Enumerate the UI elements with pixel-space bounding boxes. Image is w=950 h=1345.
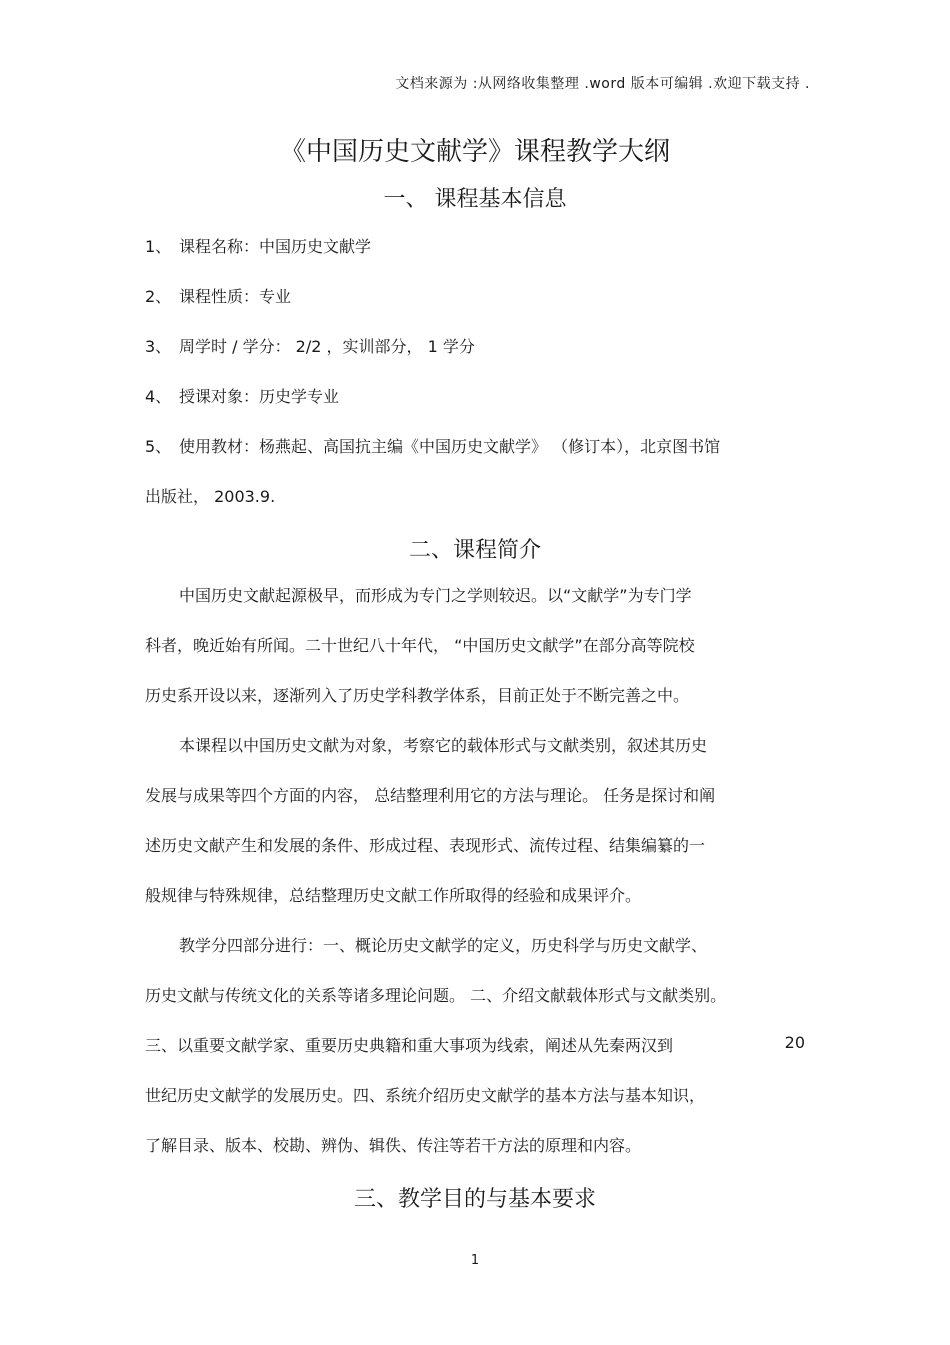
intro-paragraph-line: 科者，晚近始有所闻。二十世纪八十年代， “中国历史文献学”在部分高等院校 [145,636,695,655]
info-item-credits [145,334,475,357]
intro-paragraph-line: 本课程以中国历史文献为对象，考察它的载体形式与文献类别，叙述其历史 [179,736,708,755]
intro-paragraph-number: 20 [784,1033,805,1052]
intro-paragraph-line: 三、以重要文献学家、重要历史典籍和重大事项为线索，阐述从先秦两汉到 [145,1036,674,1055]
item-text: 课程性质：专业 [179,287,292,306]
intro-paragraph-line: 历史文献与传统文化的关系等诸多理论问题。 二、介绍文献载体形式与文献类别。 [145,986,727,1005]
item-text: 课程名称：中国历史文献学 [179,237,372,256]
section-heading-basic-info: 一、 课程基本信息 [383,187,567,212]
intro-paragraph-line: 述历史文献产生和发展的条件、形成过程、表现形式、流传过程、结集编纂的一 [145,836,706,855]
item-number: 5、 [145,437,172,456]
info-item-course-name [145,234,371,257]
info-item-textbook [145,434,720,457]
intro-paragraph-line: 历史系开设以来，逐渐列入了历史学科教学体系，目前正处于不断完善之中。 [145,686,690,705]
info-item-course-nature [145,284,291,307]
intro-paragraph-line: 教学分四部分进行：一、概论历史文献学的定义，历史科学与历史文献学、 [179,936,708,955]
item-number: 2、 [145,287,172,306]
item-text: 使用教材：杨燕起、高国抗主编《中国历史文献学》 （修订本），北京图书馆 [179,437,721,456]
intro-paragraph-line: 世纪历史文献学的发展历史。四、系统介绍历史文献学的基本方法与基本知识， [145,1086,706,1105]
item-text: 周学时 / 学分： 2/2 ，实训部分， 1 学分 [179,337,475,356]
intro-paragraph-line: 发展与成果等四个方面的内容， 总结整理利用它的方法与理论。 任务是探讨和阐 [145,786,716,805]
document-source-header: 文档来源为 :从网络收集整理 .word 版本可编辑 .欢迎下载支持 . [395,76,810,92]
intro-paragraph-line: 中国历史文献起源极早，而形成为专门之学则较迟。以“文献学”为专门学 [179,586,692,605]
item-text: 授课对象：历史学专业 [179,387,340,406]
intro-paragraph-line: 般规律与特殊规律，总结整理历史文献工作所取得的经验和成果评介。 [145,886,642,905]
intro-paragraph-line: 了解目录、版本、校勘、辨伪、辑佚、传注等若干方法的原理和内容。 [145,1136,642,1155]
item-number: 4、 [145,387,172,406]
item-number: 1、 [145,237,172,256]
document-title: 《中国历史文献学》课程教学大纲 [279,137,670,167]
item-number: 3、 [145,337,172,356]
info-item-audience [145,384,339,407]
section-heading-course-intro: 二、课程简介 [408,538,541,563]
page-number: 1 [470,1253,480,1268]
info-item-textbook-continued: 出版社， 2003.9. [145,487,276,506]
section-heading-teaching-goals: 三、教学目的与基本要求 [353,1187,596,1212]
